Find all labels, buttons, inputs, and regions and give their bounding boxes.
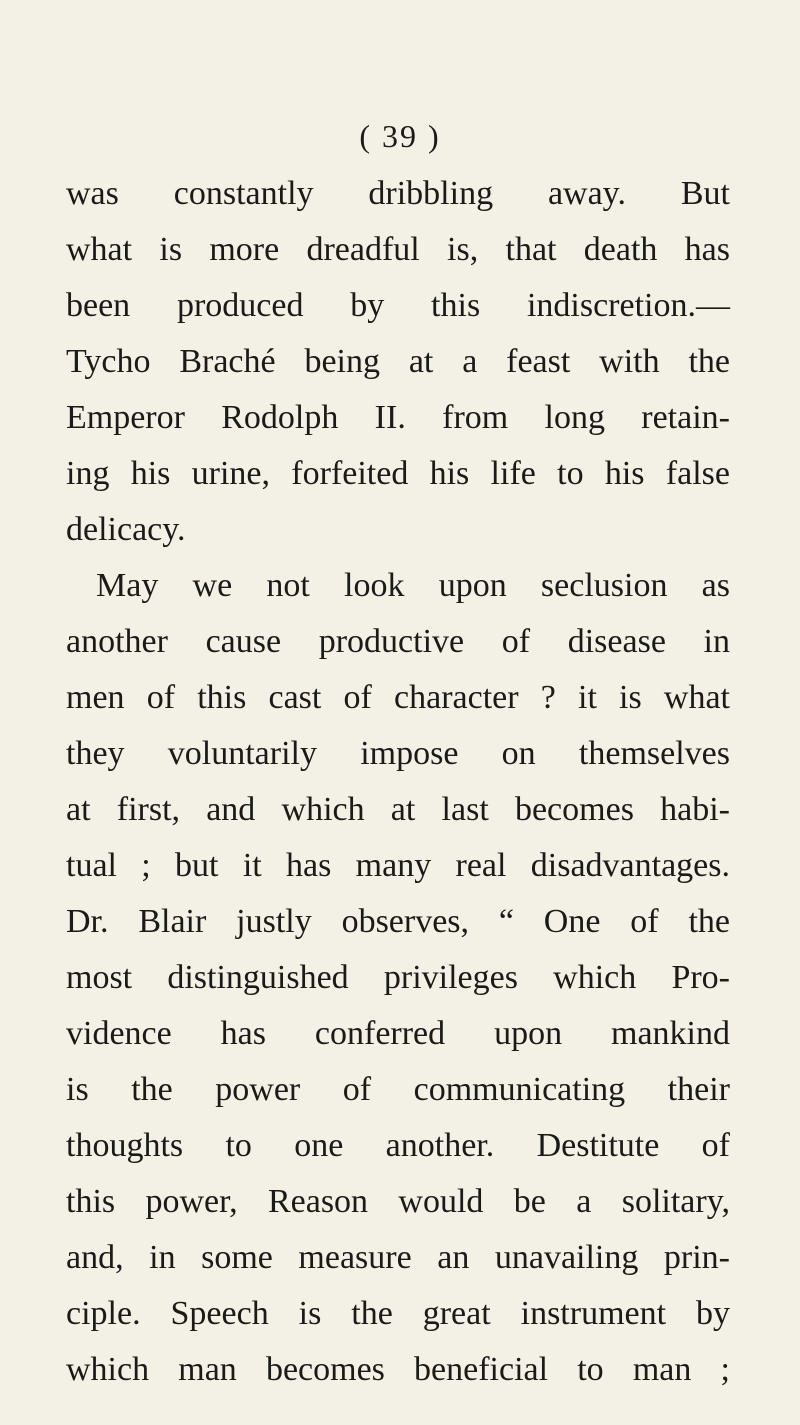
text-line: most distinguished privileges which Pro-: [66, 959, 730, 996]
text-line: vidence has conferred upon mankind: [66, 1015, 730, 1052]
text-line: they voluntarily impose on themselves: [66, 735, 730, 772]
page-number: ( 39 ): [359, 118, 441, 154]
text-line: Emperor Rodolph II. from long retain-: [66, 399, 730, 436]
text-line: men of this cast of character ? it is what: [66, 679, 730, 716]
paragraph-first-line: May we not look upon seclusion as: [96, 567, 730, 604]
text-line: thoughts to one another. Destitute of: [66, 1127, 730, 1164]
text-line: is the power of communicating their: [66, 1071, 730, 1108]
text-line: delicacy.: [66, 511, 186, 548]
text-line: Tycho Braché being at a feast with the: [66, 343, 730, 380]
text-line: at first, and which at last becomes habi-: [66, 791, 730, 828]
text-line: been produced by this indiscretion.—: [66, 287, 730, 324]
body-text: [66, 166, 730, 1398]
text-line: was constantly dribbling away. But: [66, 175, 730, 212]
text-line: another cause productive of disease in: [66, 623, 730, 660]
text-line: Dr. Blair justly observes, “ One of the: [66, 903, 730, 940]
text-line: ciple. Speech is the great instrument by: [66, 1295, 730, 1332]
text-line: this power, Reason would be a solitary,: [66, 1183, 730, 1220]
text-line: ing his urine, forfeited his life to his false: [66, 455, 730, 492]
text-line: which man becomes beneficial to man ;: [66, 1351, 730, 1388]
text-line: and, in some measure an unavailing prin-: [66, 1239, 730, 1276]
text-line: tual ; but it has many real disadvantages.: [66, 847, 730, 884]
text-line: what is more dreadful is, that death has: [66, 231, 730, 268]
